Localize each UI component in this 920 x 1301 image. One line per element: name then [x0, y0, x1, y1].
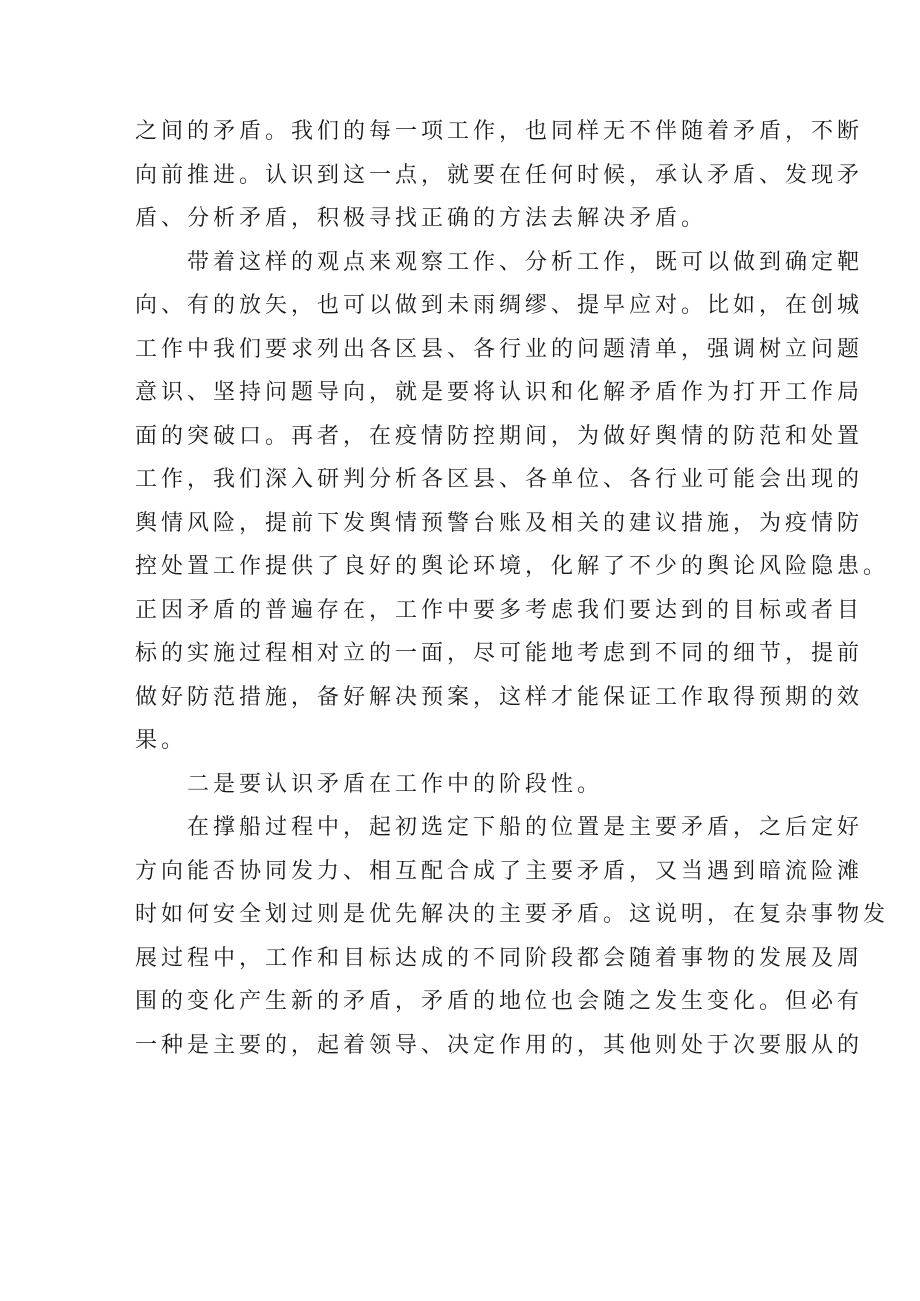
document-body — [135, 110, 890, 1067]
text-line: 之间的矛盾。我们的每一项工作，也同样无不伴随着矛盾，不断 — [135, 119, 864, 144]
text-line: 展过程中，工作和目标达成的不同阶段都会随着事物的发展及周 — [135, 945, 864, 971]
text-line: 一种是主要的，起着领导、决定作用的，其他则处于次要服从的 — [135, 1032, 864, 1058]
text-line: 正因矛盾的普遍存在，工作中要多考虑我们要达到的目标或者目 — [135, 597, 864, 623]
text-line: 做好防范措施，备好解决预案，这样才能保证工作取得预期的效 — [135, 684, 864, 710]
text-line: 工作，我们深入研判分析各区县、各单位、各行业可能会出现的 — [135, 467, 864, 492]
text-line: 在撑船过程中，起初选定下船的位置是主要矛盾，之后定好 — [135, 815, 864, 840]
text-line: 时如何安全划过则是优先解决的主要矛盾。这说明，在复杂事物发 — [135, 902, 890, 927]
text-line: 盾、分析矛盾，积极寻找正确的方法去解决矛盾。 — [135, 206, 708, 231]
text-line: 二是要认识矛盾在工作中的阶段性。 — [135, 771, 604, 797]
text-line: 舆情风险，提前下发舆情预警台账及相关的建议措施，为疫情防 — [135, 510, 864, 536]
text-line: 向、有的放矢，也可以做到未雨绸缪、提早应对。比如，在创城 — [135, 293, 864, 318]
text-line: 控处置工作提供了良好的舆论环境，化解了不少的舆论风险隐患。 — [135, 554, 890, 579]
text-line: 意识、坚持问题导向，就是要将认识和化解矛盾作为打开工作局 — [135, 380, 864, 405]
text-line: 围的变化产生新的矛盾，矛盾的地位也会随之发生变化。但必有 — [135, 989, 864, 1014]
text-line: 面的突破口。再者，在疫情防控期间，为做好舆情的防范和处置 — [135, 423, 864, 449]
text-line: 向前推进。认识到这一点，就要在任何时候，承认矛盾、发现矛 — [135, 162, 864, 188]
text-line: 方向能否协同发力、相互配合成了主要矛盾，又当遇到暗流险滩 — [135, 858, 864, 884]
text-line: 工作中我们要求列出各区县、各行业的问题清单，强调树立问题 — [135, 336, 864, 362]
text-line: 标的实施过程相对立的一面，尽可能地考虑到不同的细节，提前 — [135, 641, 864, 666]
text-line: 果。 — [135, 728, 188, 753]
text-line: 带着这样的观点来观察工作、分析工作，既可以做到确定靶 — [135, 249, 864, 275]
